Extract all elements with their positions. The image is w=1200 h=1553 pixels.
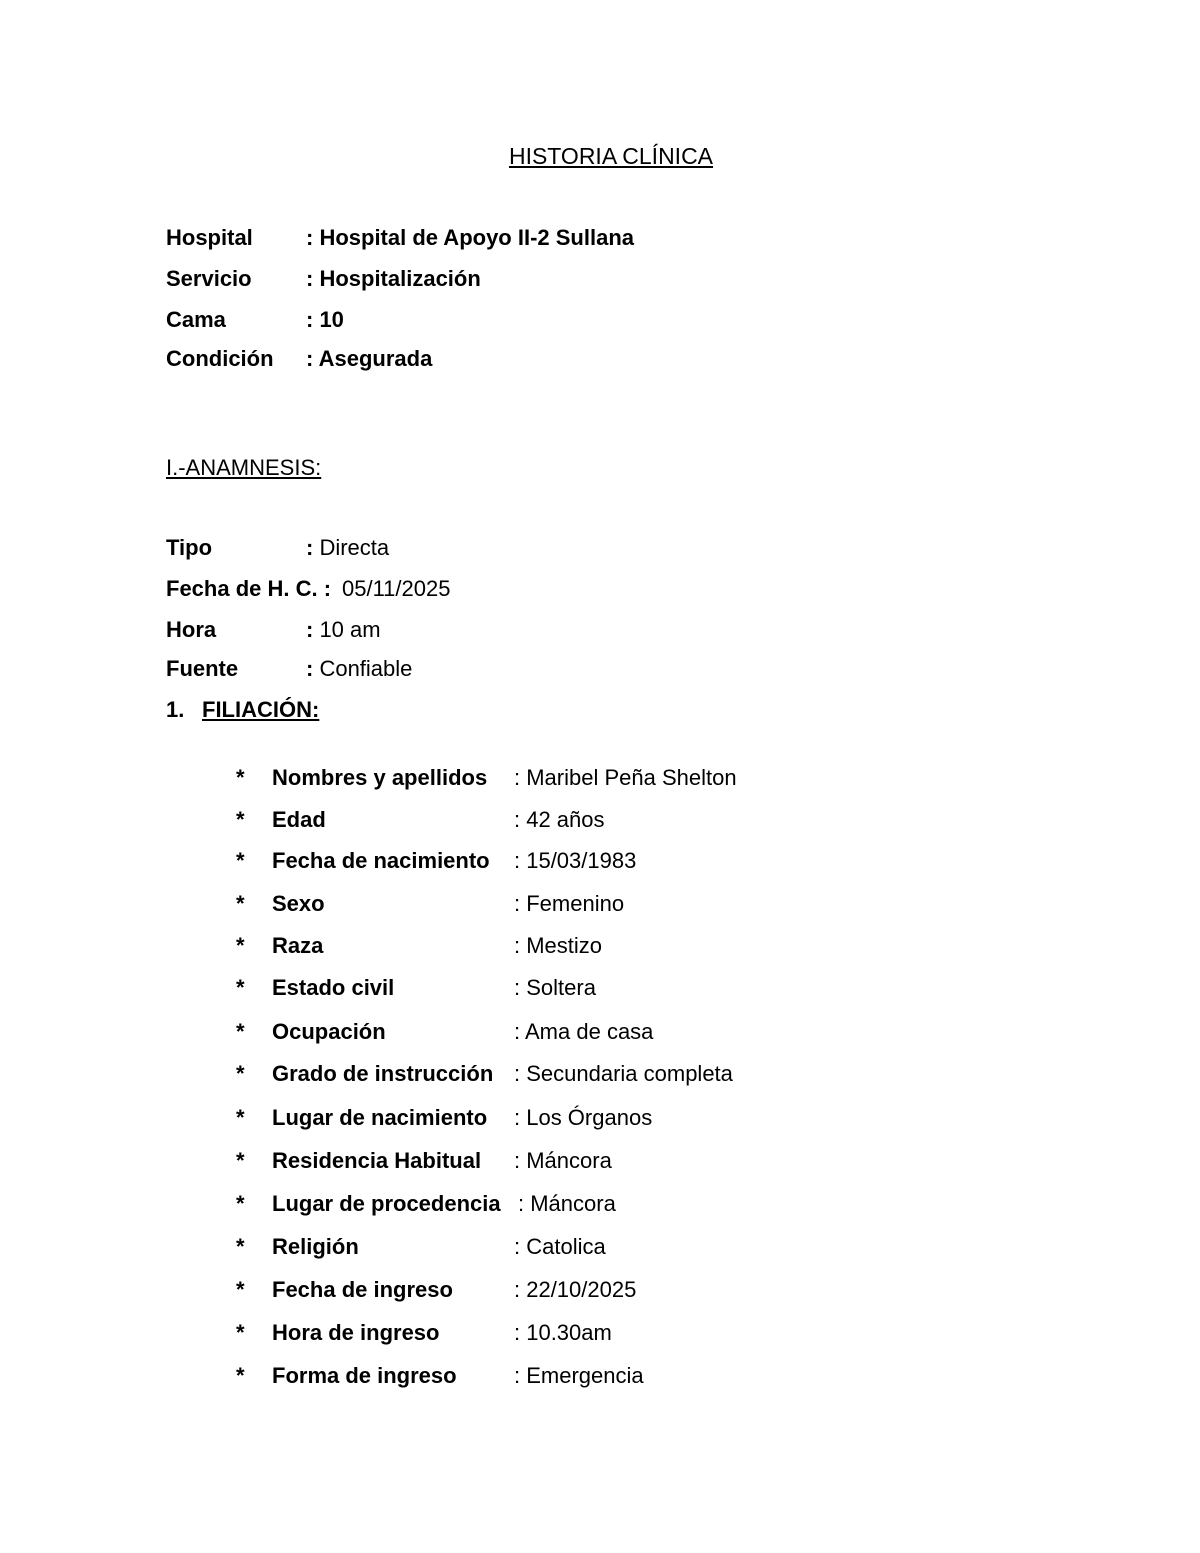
servicio-value: : Hospitalización (306, 266, 481, 291)
fuente-value: : Confiable (306, 656, 413, 681)
servicio-label: Servicio (166, 266, 252, 291)
bullet-asterisk: * (236, 1234, 245, 1259)
filiacion-value: : Catolica (514, 1234, 606, 1259)
filiacion-label: Raza (272, 933, 324, 958)
filiacion-value: : Secundaria completa (514, 1061, 733, 1086)
bullet-asterisk: * (236, 1061, 245, 1086)
filiacion-value: : Femenino (514, 891, 625, 916)
filiacion-label: Grado de instrucción (272, 1061, 494, 1086)
filiacion-value: : Soltera (514, 975, 596, 1000)
anamnesis-heading: I.-ANAMNESIS: (166, 455, 322, 480)
filiacion-value: : Máncora (518, 1191, 616, 1216)
fuente-label: Fuente (166, 656, 239, 681)
bullet-asterisk: * (236, 1363, 245, 1388)
filiacion-label: Nombres y apellidos (272, 765, 488, 790)
filiacion-value: : Mestizo (514, 933, 603, 958)
bullet-asterisk: * (236, 1019, 245, 1044)
filiacion-value: : Maribel Peña Shelton (514, 765, 737, 790)
bullet-asterisk: * (236, 1191, 245, 1216)
hospital-label: Hospital (166, 225, 253, 250)
filiacion-value: : Máncora (514, 1148, 612, 1173)
filiacion-value: : Los Órganos (514, 1105, 653, 1130)
filiacion-label: Lugar de nacimiento (272, 1105, 488, 1130)
filiacion-value: : 42 años (514, 807, 605, 832)
filiacion-label: Religión (272, 1234, 359, 1259)
filiacion-label: Sexo (272, 891, 325, 916)
filiacion-value: : Emergencia (514, 1363, 644, 1388)
condicion-label: Condición (166, 346, 274, 371)
bullet-asterisk: * (236, 807, 245, 832)
cama-label: Cama (166, 307, 226, 332)
bullet-asterisk: * (236, 891, 245, 916)
hora-value: : 10 am (306, 617, 381, 642)
bullet-asterisk: * (236, 1320, 245, 1345)
filiacion-value: : 22/10/2025 (514, 1277, 637, 1302)
document-title: HISTORIA CLÍNICA (508, 143, 714, 169)
tipo-value: : Directa (306, 535, 390, 560)
bullet-asterisk: * (236, 975, 245, 1000)
cama-value: : 10 (306, 307, 344, 332)
tipo-label: Tipo (166, 535, 213, 560)
hospital-value: : Hospital de Apoyo II-2 Sullana (306, 225, 635, 250)
filiacion-label: Residencia Habitual (272, 1148, 482, 1173)
bullet-asterisk: * (236, 1148, 245, 1173)
bullet-asterisk: * (236, 848, 245, 873)
bullet-asterisk: * (236, 933, 245, 958)
filiacion-label: Fecha de ingreso (272, 1277, 453, 1302)
bullet-asterisk: * (236, 765, 245, 790)
filiacion-label: Fecha de nacimiento (272, 848, 490, 873)
bullet-asterisk: * (236, 1277, 245, 1302)
filiacion-value: : 15/03/1983 (514, 848, 637, 873)
fecha-hc-value: 05/11/2025 (342, 576, 451, 601)
filiacion-label: Ocupación (272, 1019, 386, 1044)
condicion-value: : Asegurada (306, 346, 433, 371)
filiacion-label: Estado civil (272, 975, 395, 1000)
bullet-asterisk: * (236, 1105, 245, 1130)
filiacion-value: : 10.30am (514, 1320, 612, 1345)
filiacion-value: : Ama de casa (514, 1019, 654, 1044)
fecha-hc-label: Fecha de H. C. : (166, 576, 332, 601)
filiacion-label: Hora de ingreso (272, 1320, 440, 1345)
hora-label: Hora (166, 617, 217, 642)
filiacion-label: Forma de ingreso (272, 1363, 457, 1388)
filiacion-label: Edad (272, 807, 326, 832)
filiacion-heading: FILIACIÓN: (202, 697, 320, 722)
filiacion-label: Lugar de procedencia (272, 1191, 501, 1216)
filiacion-number: 1. (166, 697, 185, 722)
